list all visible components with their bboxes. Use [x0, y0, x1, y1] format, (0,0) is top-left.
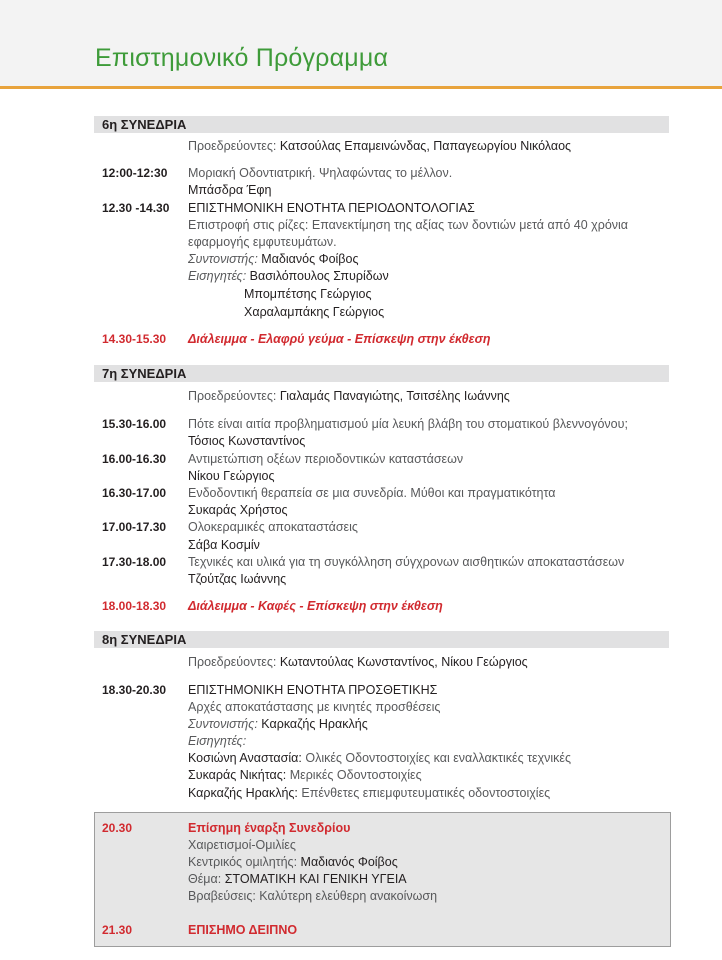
session-6-chairs: Προεδρεύοντες: Κατσούλας Επαμεινώνδας, Παπαγεωργίου Νικόλαος [188, 139, 572, 153]
item-speaker: Τόσιος Κωνσταντίνος [188, 434, 306, 448]
item-title: Πότε είναι αιτία προβληματισμού μία λευκή βλάβη του στοματικού βλεννογόνου; [188, 417, 628, 431]
session-6-label: 6η ΣΥΝΕΔΡΙΑ [102, 117, 187, 132]
opening-awards: Βραβεύσεις: Καλύτερη ελεύθερη ανακοίνωση [188, 889, 438, 903]
opening-box-bottom-border [94, 946, 671, 947]
session-7-label: 7η ΣΥΝΕΔΡΙΑ [102, 366, 187, 381]
talk-row: Συκαράς Νικήτας: Μερικές Οδοντοστοιχίες [188, 768, 422, 782]
item-time: 16.30-17.00 [102, 486, 167, 500]
item-time: 12.30 -14.30 [102, 201, 170, 215]
header-divider [0, 86, 722, 89]
session-8-chairs: Προεδρεύοντες: Κωταντούλας Κωνσταντίνος, Νίκου Γεώργιος [188, 655, 528, 669]
item-time: 17.30-18.00 [102, 555, 167, 569]
session-7-chairs: Προεδρεύοντες: Γιαλαμάς Παναγιώτης, Τσιτσέλης Ιωάννης [188, 389, 510, 403]
dinner-time: 21.30 [102, 923, 133, 937]
item-speaker: Νίκου Γεώργιος [188, 469, 275, 483]
page-header [0, 0, 722, 86]
item-description: εφαρμογής εμφυτευμάτων. [188, 235, 337, 249]
item-title: ΕΠΙΣΤΗΜΟΝΙΚΗ ΕΝΟΤΗΤΑ ΠΕΡΙΟΔΟΝΤΟΛΟΓΙΑΣ [188, 201, 475, 215]
item-title: Μοριακή Οδοντιατρική. Ψηλαφώντας το μέλλον. [188, 166, 453, 180]
item-speakers: Εισηγητές: Βασιλόπουλος Σπυρίδων [188, 269, 389, 283]
item-speaker: Μπομπέτσης Γεώργιος [244, 287, 372, 301]
opening-theme: Θέμα: ΣΤΟΜΑΤΙΚΗ ΚΑΙ ΓΕΝΙΚΗ ΥΓΕΙΑ [188, 872, 407, 886]
opening-title: Επίσημη έναρξη Συνεδρίου [188, 821, 351, 835]
item-speakers-label: Εισηγητές: [188, 734, 247, 748]
item-description: Επιστροφή στις ρίζες: Επανεκτίμηση της αξίας των δοντιών μετά από 40 χρόνια [188, 218, 629, 232]
opening-time: 20.30 [102, 821, 133, 835]
item-title: ΕΠΙΣΤΗΜΟΝΙΚΗ ΕΝΟΤΗΤΑ ΠΡΟΣΘΕΤΙΚΗΣ [188, 683, 438, 697]
break-text: Διάλειμμα - Καφές - Επίσκεψη στην έκθεση [188, 599, 443, 613]
item-description: Αρχές αποκατάστασης με κινητές προσθέσεις [188, 700, 441, 714]
page-title: Επιστημονικό Πρόγραμμα [95, 44, 389, 72]
item-title: Τεχνικές και υλικά για τη συγκόλληση σύγχρονων αισθητικών αποκαταστάσεων [188, 555, 625, 569]
break-text: Διάλειμμα - Ελαφρύ γεύμα - Επίσκεψη στην έκθεση [188, 332, 491, 346]
session-6-header [94, 116, 669, 133]
item-speaker: Συκαράς Χρήστος [188, 503, 288, 517]
break-time: 18.00-18.30 [102, 599, 167, 613]
opening-keynote: Κεντρικός ομιλητής: Μαδιανός Φοίβος [188, 855, 398, 869]
session-8-header [94, 631, 669, 648]
item-speaker: Χαραλαμπάκης Γεώργιος [244, 305, 385, 319]
item-speaker: Σάβα Κοσμίν [188, 538, 260, 552]
opening-greetings: Χαιρετισμοί-Ομιλίες [188, 838, 296, 852]
item-title: Ολοκεραμικές αποκαταστάσεις [188, 520, 358, 534]
item-time: 12:00-12:30 [102, 166, 168, 180]
item-time: 15.30-16.00 [102, 417, 167, 431]
session-7-header [94, 365, 669, 382]
item-title: Αντιμετώπιση οξέων περιοδοντικών καταστάσεων [188, 452, 464, 466]
item-speaker: Μπάσδρα Έφη [188, 183, 272, 197]
item-time: 16.00-16.30 [102, 452, 167, 466]
dinner-text: ΕΠΙΣΗΜΟ ΔΕΙΠΝΟ [188, 923, 298, 937]
session-8-label: 8η ΣΥΝΕΔΡΙΑ [102, 632, 187, 647]
item-coordinator: Συντονιστής: Καρκαζής Ηρακλής [188, 717, 368, 731]
break-time: 14.30-15.30 [102, 332, 167, 346]
talk-row: Καρκαζής Ηρακλής: Επένθετες επιεμφυτευματικές οδοντοστοιχίες [188, 786, 551, 800]
item-coordinator: Συντονιστής: Μαδιανός Φοίβος [188, 252, 359, 266]
item-time: 17.00-17.30 [102, 520, 167, 534]
item-time: 18.30-20.30 [102, 683, 167, 697]
item-title: Ενδοδοντική θεραπεία σε μια συνεδρία. Μύθοι και πραγματικότητα [188, 486, 556, 500]
opening-box-top-border [94, 812, 671, 813]
talk-row: Κοσιώνη Αναστασία: Ολικές Οδοντοστοιχίες και εναλλακτικές τεχνικές [188, 751, 572, 765]
item-speaker: Τζούτζας Ιωάννης [188, 572, 287, 586]
